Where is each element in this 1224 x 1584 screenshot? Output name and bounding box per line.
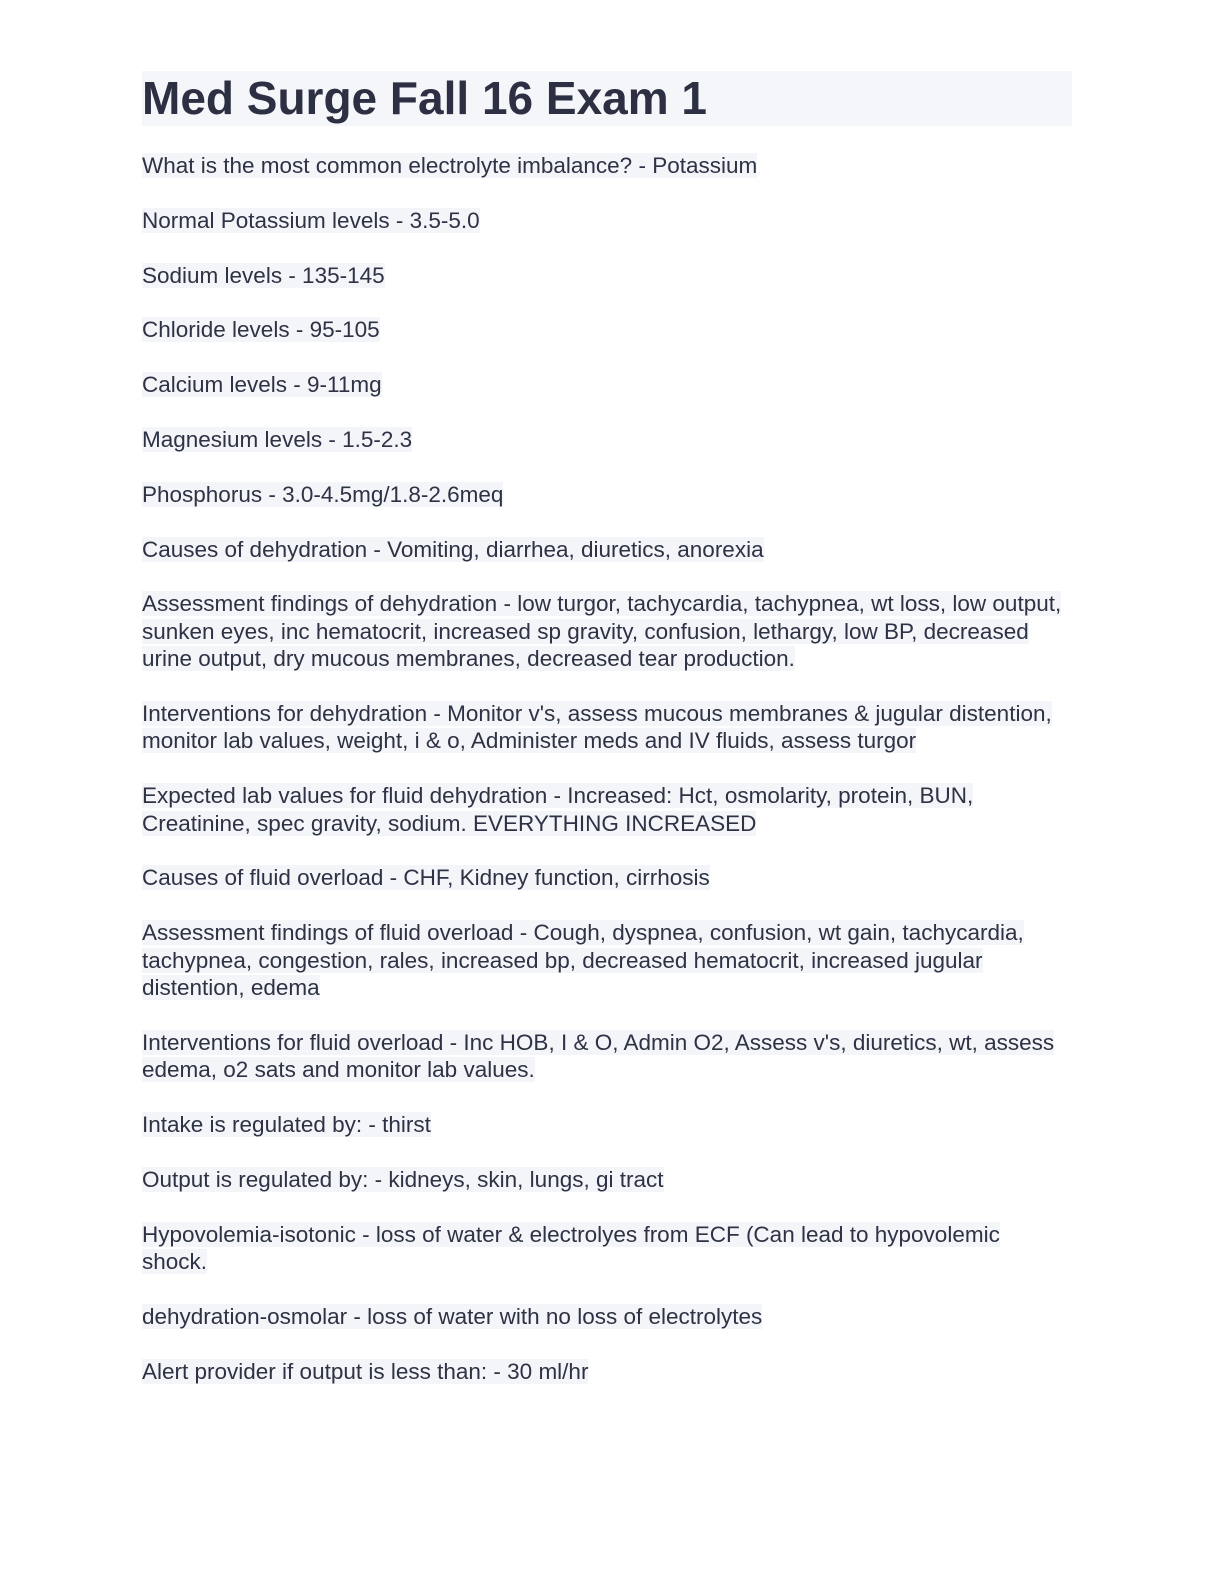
flashcard-item — [142, 371, 1062, 398]
document-page — [142, 71, 1072, 1412]
title-band — [142, 71, 1072, 126]
flashcard-item — [142, 864, 1062, 891]
flashcard-item — [142, 1166, 1062, 1193]
flashcard-text: Chloride levels - 95-105 — [142, 317, 380, 343]
flashcard-text: Alert provider if output is less than: - 30 ml/hr — [142, 1358, 589, 1384]
flashcard-item — [142, 152, 1062, 179]
flashcard-item — [142, 426, 1062, 453]
flashcard-list — [142, 152, 1072, 1385]
flashcard-text: Output is regulated by: - kidneys, skin, lungs, gi tract — [142, 1166, 664, 1192]
flashcard-item — [142, 207, 1062, 234]
flashcard-text: dehydration-osmolar - loss of water with no loss of electrolytes — [142, 1303, 763, 1329]
flashcard-text: Magnesium levels - 1.5-2.3 — [142, 426, 413, 452]
flashcard-text: Causes of dehydration - Vomiting, diarrhea, diuretics, anorexia — [142, 536, 764, 562]
flashcard-text: Interventions for fluid overload - Inc HOB, I & O, Admin O2, Assess v's, diuretics, wt, assess edema, o2 sats and monitor lab values. — [142, 1029, 1055, 1083]
flashcard-item — [142, 700, 1062, 755]
flashcard-item — [142, 1111, 1062, 1138]
flashcard-item — [142, 1303, 1062, 1330]
flashcard-text: Assessment findings of dehydration - low turgor, tachycardia, tachypnea, wt loss, low output, sunken eyes, inc hematocrit, increased sp gravity, confusion, lethargy, low BP, decreased urine output, dry mucous membranes, decreased tear production. — [142, 591, 1062, 672]
flashcard-item — [142, 919, 1062, 1001]
flashcard-text: Expected lab values for fluid dehydration - Increased: Hct, osmolarity, protein, BUN, Creatinine, spec gravity, sodium. EVERYTHING INCREASED — [142, 783, 974, 836]
flashcard-text: Intake is regulated by: - thirst — [142, 1112, 431, 1137]
document-title: Med Surge Fall 16 Exam 1 — [142, 72, 708, 124]
flashcard-text: Normal Potassium levels - 3.5-5.0 — [142, 207, 480, 233]
flashcard-item — [142, 1029, 1062, 1084]
flashcard-text: Sodium levels - 135-145 — [142, 262, 385, 288]
flashcard-text: Assessment findings of fluid overload - Cough, dyspnea, confusion, wt gain, tachycardia, tachypnea, congestion, rales, increased bp, decreased hematocrit, increased jugular distention, edema — [142, 920, 1024, 1000]
flashcard-item — [142, 1221, 1062, 1276]
flashcard-item — [142, 481, 1062, 508]
flashcard-text: What is the most common electrolyte imbalance? - Potassium — [142, 153, 758, 178]
flashcard-text: Phosphorus - 3.0-4.5mg/1.8-2.6meq — [142, 481, 504, 507]
flashcard-item — [142, 782, 1062, 837]
flashcard-item — [142, 316, 1062, 343]
flashcard-item — [142, 1358, 1062, 1385]
flashcard-item — [142, 590, 1062, 672]
flashcard-text: Hypovolemia-isotonic - loss of water & electrolyes from ECF (Can lead to hypovolemic shock. — [142, 1221, 1000, 1274]
flashcard-text: Interventions for dehydration - Monitor v's, assess mucous membranes & jugular distention, monitor lab values, weight, i & o, Administer meds and IV fluids, assess turgor — [142, 700, 1052, 754]
flashcard-text: Calcium levels - 9-11mg — [142, 372, 382, 398]
flashcard-item — [142, 262, 1062, 289]
flashcard-text: Causes of fluid overload - CHF, Kidney function, cirrhosis — [142, 865, 710, 891]
flashcard-item — [142, 536, 1062, 563]
